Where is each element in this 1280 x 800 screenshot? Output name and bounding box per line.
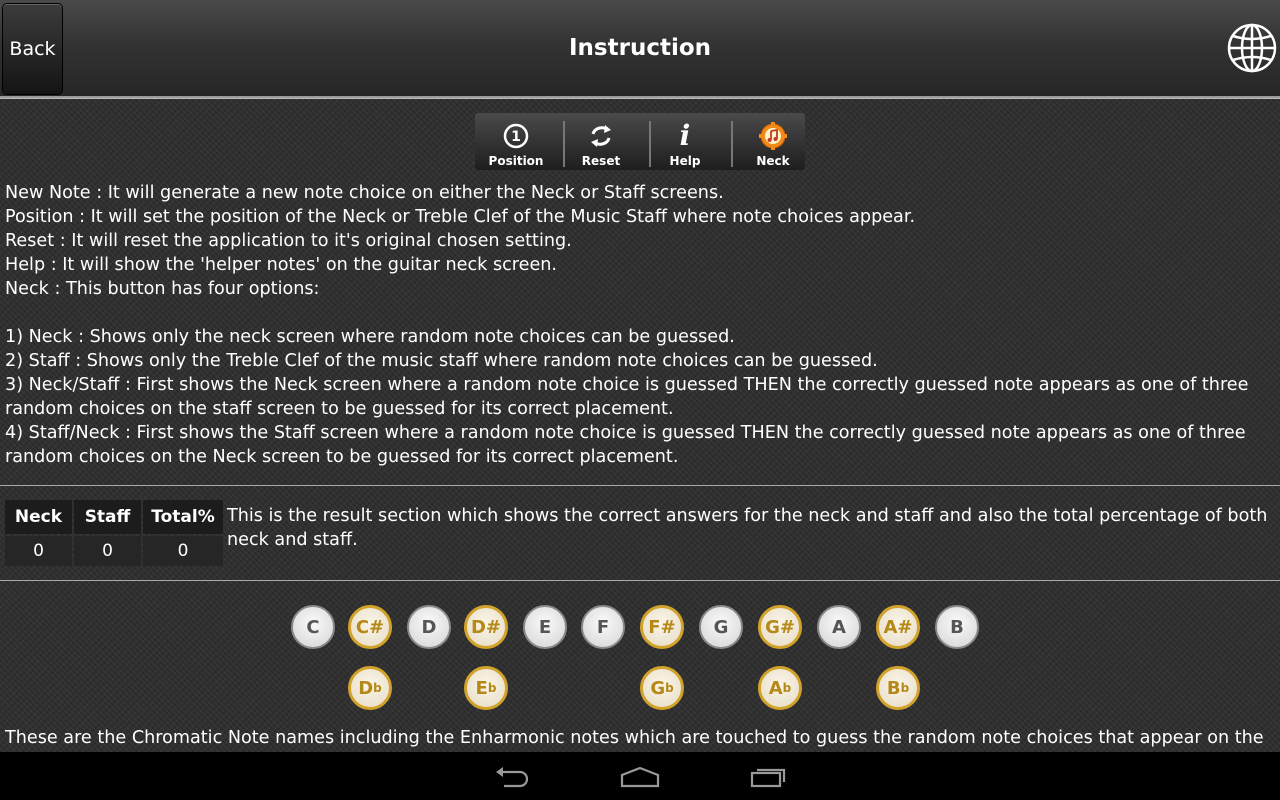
position-label: Position	[488, 154, 544, 168]
spacer	[5, 301, 1275, 325]
note-button-a-sharp: A#	[876, 605, 920, 649]
globe-icon[interactable]	[1226, 22, 1278, 74]
instruction-line: Position : It will set the position of the Neck or Treble Clef of the Music Staff where note choices appear.	[5, 207, 916, 227]
note-button-e-flat: E b	[464, 666, 508, 710]
nav-recents-icon[interactable]	[750, 766, 788, 788]
result-header: Neck	[5, 500, 72, 534]
position-icon	[503, 123, 529, 149]
note-button-d-flat: D b	[348, 666, 392, 710]
result-value: 0	[74, 536, 141, 566]
result-col-neck	[5, 500, 72, 566]
nav-home-icon[interactable]	[620, 766, 660, 788]
instruction-line: Reset : It will reset the application to it's original chosen setting.	[5, 231, 572, 251]
reset-icon	[588, 123, 614, 149]
result-header: Staff	[74, 500, 141, 534]
music-gear-icon	[759, 122, 787, 150]
note-button-d-sharp: D#	[464, 605, 508, 649]
header-divider	[0, 98, 1280, 99]
result-header: Total%	[143, 500, 223, 534]
note-button-g-flat: G b	[640, 666, 684, 710]
top-action-bar	[0, 0, 1280, 98]
note-button-b-flat: B b	[876, 666, 920, 710]
section-divider	[0, 485, 1280, 486]
instruction-text	[5, 181, 1275, 469]
page-title: Instruction	[568, 35, 712, 61]
note-button-b: B	[935, 605, 979, 649]
note-button-e: E	[523, 605, 567, 649]
instruction-line: New Note : It will generate a new note choice on either the Neck or Staff screens.	[5, 183, 724, 203]
note-button-d: D	[407, 605, 451, 649]
neck-option: 4) Staff/Neck : First shows the Staff screen where a random note choice is guessed THEN the correctly guessed note appears as one of three random choices on the Neck screen to be guessed for its correct placement.	[5, 423, 1246, 467]
result-description: This is the result section which shows the correct answers for the neck and staff and also the total percentage of both neck and staff.	[227, 506, 1268, 550]
position-tool	[483, 113, 549, 170]
help-tool	[659, 113, 711, 170]
result-value: 0	[5, 536, 72, 566]
neck-option: 3) Neck/Staff : First shows the Neck screen where a random note choice is guessed THEN the correctly guessed note appears as one of three random choices on the staff screen to be guessed for its correct placement.	[5, 375, 1249, 419]
result-col-total	[143, 500, 223, 566]
note-button-a: A	[817, 605, 861, 649]
result-value: 0	[143, 536, 223, 566]
reset-tool	[571, 113, 631, 170]
neck-option: 2) Staff : Shows only the Treble Clef of the music staff where random note choices can be guessed.	[5, 351, 878, 371]
instruction-line: Neck : This button has four options:	[5, 279, 320, 299]
system-nav-bar	[0, 752, 1280, 800]
reset-label: Reset	[581, 154, 621, 168]
note-button-a-flat: A b	[758, 666, 802, 710]
note-button-f-sharp: F#	[640, 605, 684, 649]
help-label: Help	[669, 154, 701, 168]
instruction-line: Help : It will show the 'helper notes' on the guitar neck screen.	[5, 255, 558, 275]
back-button[interactable]: Back	[2, 3, 63, 95]
toolbar-preview	[475, 113, 805, 170]
note-button-g-sharp: G#	[758, 605, 802, 649]
neck-label: Neck	[756, 154, 790, 168]
neck-tool	[741, 113, 805, 170]
section-divider	[0, 580, 1280, 581]
toolbar-divider	[563, 121, 565, 167]
toolbar-divider	[649, 121, 651, 167]
notes-description: These are the Chromatic Note names including the Enharmonic notes which are touched to guess the random note choices that appear on the	[5, 728, 1264, 748]
note-button-c: C	[291, 605, 335, 649]
result-col-staff	[74, 500, 141, 566]
neck-option: 1) Neck : Shows only the neck screen where random note choices can be guessed.	[5, 327, 735, 347]
note-button-f: F	[581, 605, 625, 649]
nav-back-icon[interactable]	[494, 766, 530, 788]
result-table	[5, 500, 225, 566]
note-button-g: G	[699, 605, 743, 649]
toolbar-divider	[731, 121, 733, 167]
svg-text:1: 1	[511, 129, 521, 145]
note-button-c-sharp: C#	[348, 605, 392, 649]
info-icon: i	[679, 119, 691, 152]
